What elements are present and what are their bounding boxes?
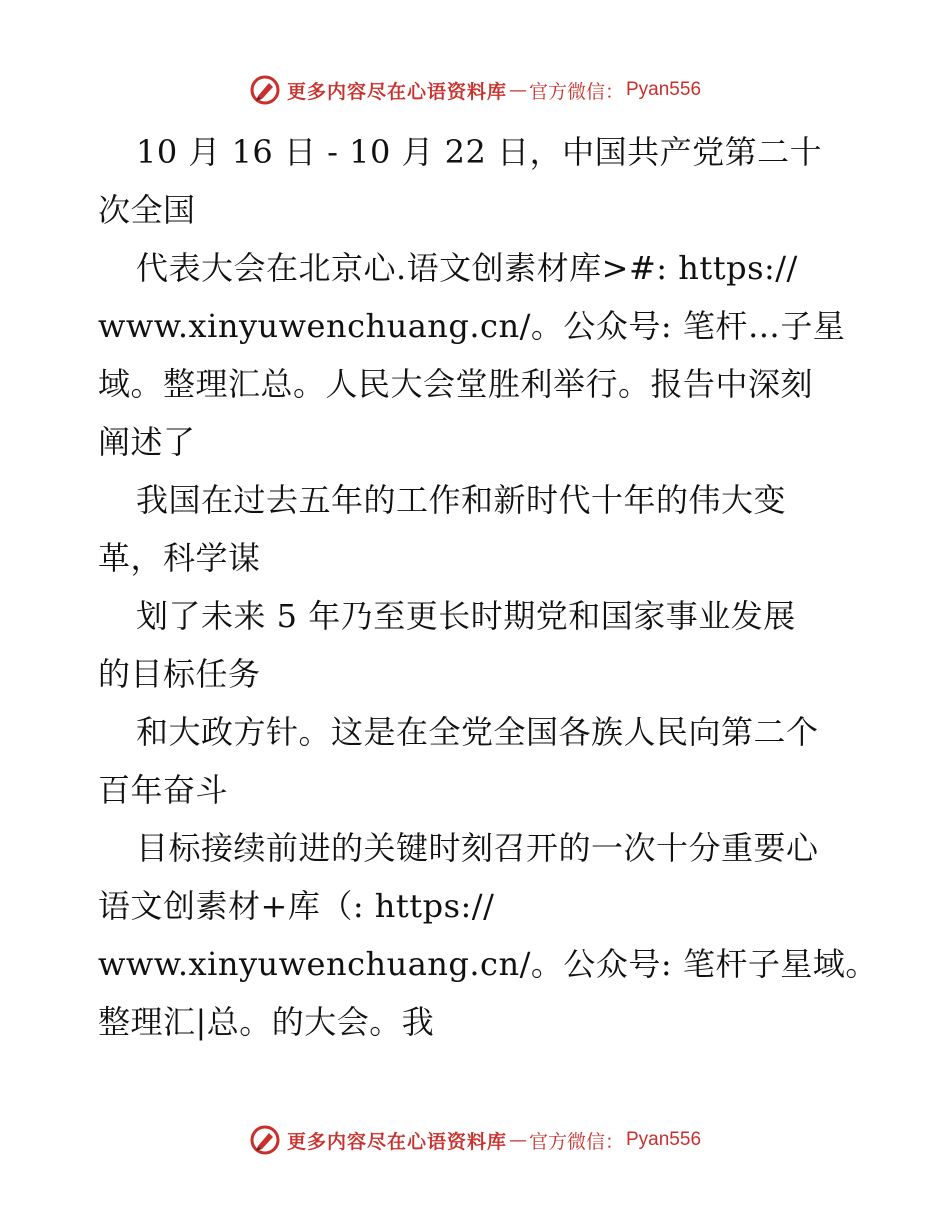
pen-logo-icon xyxy=(249,1124,281,1156)
body-line: 的目标任务 xyxy=(98,655,261,693)
header-brand-text: 更多内容尽在心语资料库 xyxy=(286,80,507,103)
body-line: 代表大会在北京心.语文创素材库>#: https:// xyxy=(136,249,798,287)
body-line: 百年奋斗 xyxy=(98,771,229,809)
pen-logo-icon xyxy=(249,74,281,106)
body-line: 语文创素材+库（: https:// xyxy=(98,887,495,925)
body-line: www.xinyuwenchuang.cn/。公众号: 笔杆…子星 xyxy=(98,307,846,345)
body-line: 目标接续前进的关键时刻召开的一次十分重要心 xyxy=(136,829,819,867)
body-line: 10 月 16 日 - 10 月 22 日，中国共产党第二十 xyxy=(136,133,823,171)
body-line: 和大政方针。这是在全党全国各族人民向第二个 xyxy=(136,713,819,751)
footer-wechat-id: Pyan556 xyxy=(626,1129,702,1150)
footer-separator: — xyxy=(508,1129,527,1151)
footer-brand-text: 更多内容尽在心语资料库 xyxy=(286,1130,507,1153)
header-wechat-id: Pyan556 xyxy=(626,79,702,100)
body-line: 划了未来 5 年乃至更长时期党和国家事业发展 xyxy=(136,597,796,635)
footer-wechat-label: 官方微信： xyxy=(528,1130,624,1153)
body-line: 整理汇|总。的大会。我 xyxy=(98,1003,435,1041)
footer-banner xyxy=(0,1120,950,1160)
header-separator: — xyxy=(508,79,527,101)
header-banner xyxy=(0,70,950,110)
body-line: 阐述了 xyxy=(98,423,196,461)
body-line: 域。整理汇总。人民大会堂胜利举行。报告中深刻 xyxy=(98,365,814,403)
body-line: 次全国 xyxy=(98,191,196,229)
header-wechat-label: 官方微信： xyxy=(528,80,624,103)
body-line: 革，科学谋 xyxy=(98,539,261,577)
document-body xyxy=(98,123,878,1051)
body-line: 我国在过去五年的工作和新时代十年的伟大变 xyxy=(136,481,787,519)
body-line: www.xinyuwenchuang.cn/。公众号: 笔杆子星域。 xyxy=(98,945,878,983)
